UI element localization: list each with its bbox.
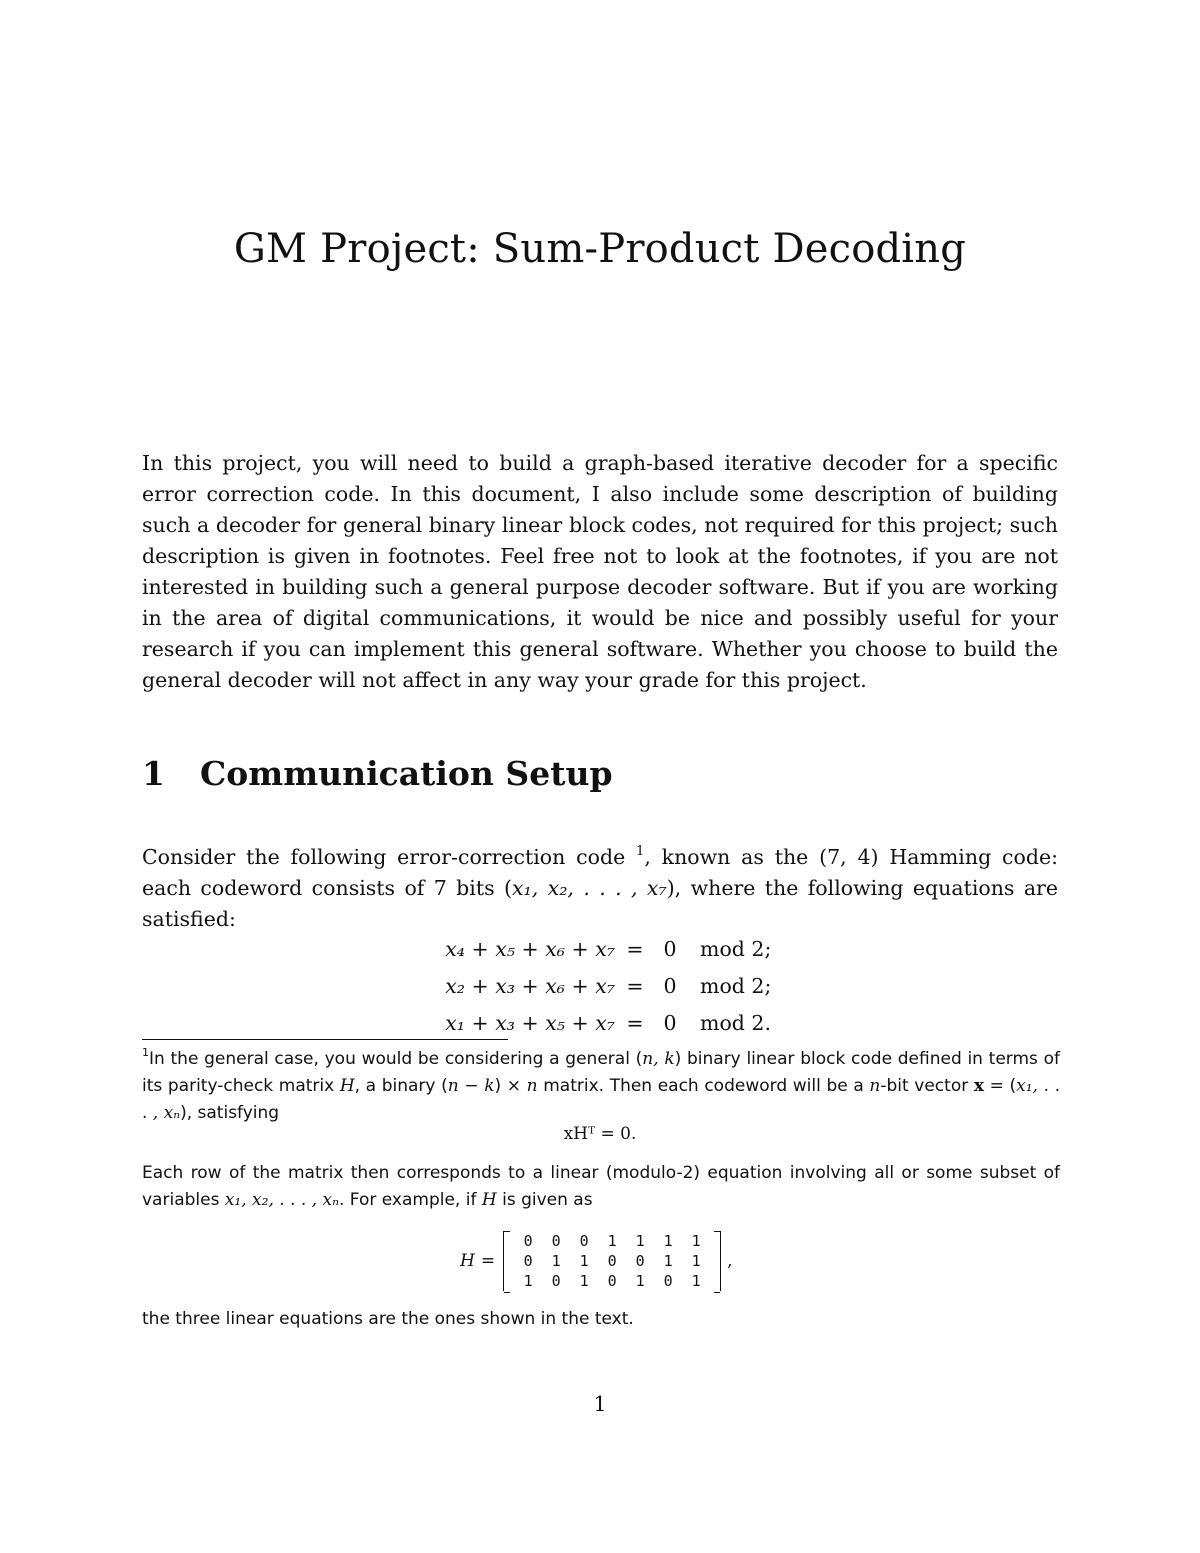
footnote-math: x₁, x₂, . . . , xₙ bbox=[224, 1190, 339, 1210]
body-text-part1: Consider the following error-correction code bbox=[142, 845, 637, 869]
footnote-text: ), satisfying bbox=[180, 1103, 280, 1123]
matrix-cell: 0 bbox=[551, 1272, 561, 1290]
footnote-text: is given as bbox=[496, 1190, 593, 1210]
matrix-cell: 1 bbox=[551, 1252, 561, 1270]
section-title: Communication Setup bbox=[200, 754, 613, 793]
intro-paragraph: In this project, you will need to build a graph-based iterative decoder for a specific error correction code. In this document, I also include some description of building such a decoder for general binary linear block codes, not required for this project; such description is given in footnotes. Feel free not to look at the footnotes, if you are not interested in building such a general purpose decoder software. But if you are working in the area of digital communications, it would be nice and possibly useful for your research if you can implement this general software. Whether you choose to build the general decoder will not affect in any way your grade for this project. bbox=[142, 451, 1058, 692]
matrix-cell: 1 bbox=[691, 1252, 701, 1270]
body-text-part2: , known as the (7, 4) Hamming code: each codeword consists of 7 bits ( bbox=[142, 845, 1058, 900]
equation-relation: = bbox=[626, 973, 644, 998]
matrix-cell: 0 bbox=[579, 1232, 589, 1250]
footnote-text: Each row of the matrix then corresponds to a linear (modulo-2) equation involving all or some subset of variables bbox=[142, 1163, 1060, 1210]
footnote-text: . For example, if bbox=[338, 1190, 482, 1210]
equation-relation: = bbox=[626, 936, 644, 961]
matrix-cell: 1 bbox=[663, 1252, 673, 1270]
matrix-body bbox=[503, 1231, 721, 1291]
equation-relation: = bbox=[626, 1010, 644, 1035]
parity-check-matrix bbox=[460, 1228, 732, 1294]
matrix-cell: 1 bbox=[635, 1272, 645, 1290]
footnote-text: ) binary linear block code defined in terms of its parity-check matrix bbox=[142, 1049, 1060, 1096]
matrix-row bbox=[514, 1271, 710, 1291]
footnote-math: n bbox=[526, 1076, 538, 1096]
footnote-math: H bbox=[339, 1076, 355, 1096]
equation-row bbox=[410, 930, 830, 967]
matrix-cell: 1 bbox=[663, 1232, 673, 1250]
matrix-comma: , bbox=[727, 1251, 733, 1271]
matrix-cell: 0 bbox=[523, 1232, 533, 1250]
footnote-text: , a binary ( bbox=[354, 1076, 448, 1096]
footnote-math: n − k bbox=[447, 1076, 495, 1096]
matrix-label: H bbox=[460, 1251, 475, 1271]
section-body-paragraph bbox=[142, 842, 1058, 935]
footnote-text: ) × bbox=[494, 1076, 527, 1096]
equation-modulus: mod 2; bbox=[700, 973, 772, 998]
footnote-math: n bbox=[869, 1076, 881, 1096]
section-number: 1 bbox=[142, 754, 165, 793]
footnote-text: -bit vector bbox=[880, 1076, 974, 1096]
section-heading bbox=[142, 754, 613, 793]
matrix-cell: 0 bbox=[607, 1252, 617, 1270]
page-number: 1 bbox=[593, 1392, 607, 1416]
matrix-cell: 0 bbox=[607, 1272, 617, 1290]
equation-modulus: mod 2. bbox=[700, 1010, 771, 1035]
matrix-cell: 1 bbox=[579, 1252, 589, 1270]
matrix-equals: = bbox=[480, 1251, 496, 1271]
footnote-reference[interactable]: 1 bbox=[636, 844, 645, 859]
matrix-cell: 0 bbox=[635, 1252, 645, 1270]
equation-value: 0 bbox=[663, 936, 677, 961]
footnote-paragraph-2 bbox=[142, 1160, 1060, 1214]
footnote-math: H bbox=[481, 1190, 497, 1210]
equation-lhs: x₂ + x₃ + x₆ + x₇ bbox=[445, 973, 615, 998]
parity-equations bbox=[410, 930, 830, 1041]
footnote-closing: the three linear equations are the ones shown in the text. bbox=[142, 1309, 634, 1329]
matrix-cell: 1 bbox=[691, 1232, 701, 1250]
matrix-cell: 0 bbox=[523, 1252, 533, 1270]
matrix-cell: 1 bbox=[523, 1272, 533, 1290]
footnote-text: matrix. Then each codeword will be a bbox=[537, 1076, 870, 1096]
footnote-math: x bbox=[973, 1076, 984, 1096]
footnote-math: x₁, . . . , xₙ bbox=[142, 1076, 1060, 1123]
matrix-cell: 1 bbox=[635, 1232, 645, 1250]
equation-modulus: mod 2; bbox=[700, 936, 772, 961]
matrix-cell: 1 bbox=[607, 1232, 617, 1250]
equation-row bbox=[410, 967, 830, 1004]
centered-equation: xHᵀ = 0. bbox=[563, 1124, 637, 1144]
matrix-cell: 0 bbox=[551, 1232, 561, 1250]
footnote-divider bbox=[142, 1039, 508, 1040]
equation-lhs: x₄ + x₅ + x₆ + x₇ bbox=[445, 936, 615, 961]
equation-value: 0 bbox=[663, 1010, 677, 1035]
equation-lhs: x₁ + x₃ + x₅ + x₇ bbox=[445, 1010, 615, 1035]
equation-row bbox=[410, 1004, 830, 1041]
document-title: GM Project: Sum-Product Decoding bbox=[233, 226, 967, 272]
footnote-text: In the general case, you would be considering a general ( bbox=[149, 1049, 643, 1069]
matrix-cell: 1 bbox=[579, 1272, 589, 1290]
matrix-cell: 1 bbox=[691, 1272, 701, 1290]
matrix-row bbox=[514, 1251, 710, 1271]
body-text-part3: ), where the following equations are satisfied: bbox=[142, 876, 1058, 931]
footnote-marker: 1 bbox=[142, 1046, 149, 1059]
matrix-cell: 0 bbox=[663, 1272, 673, 1290]
footnote-paragraph bbox=[142, 1046, 1060, 1127]
equation-value: 0 bbox=[663, 973, 677, 998]
footnote-text: = ( bbox=[983, 1076, 1017, 1096]
codeword-tuple: x₁, x₂, . . . , x₇ bbox=[511, 876, 667, 900]
matrix-row bbox=[514, 1231, 710, 1251]
footnote-math: n, k bbox=[642, 1049, 675, 1069]
